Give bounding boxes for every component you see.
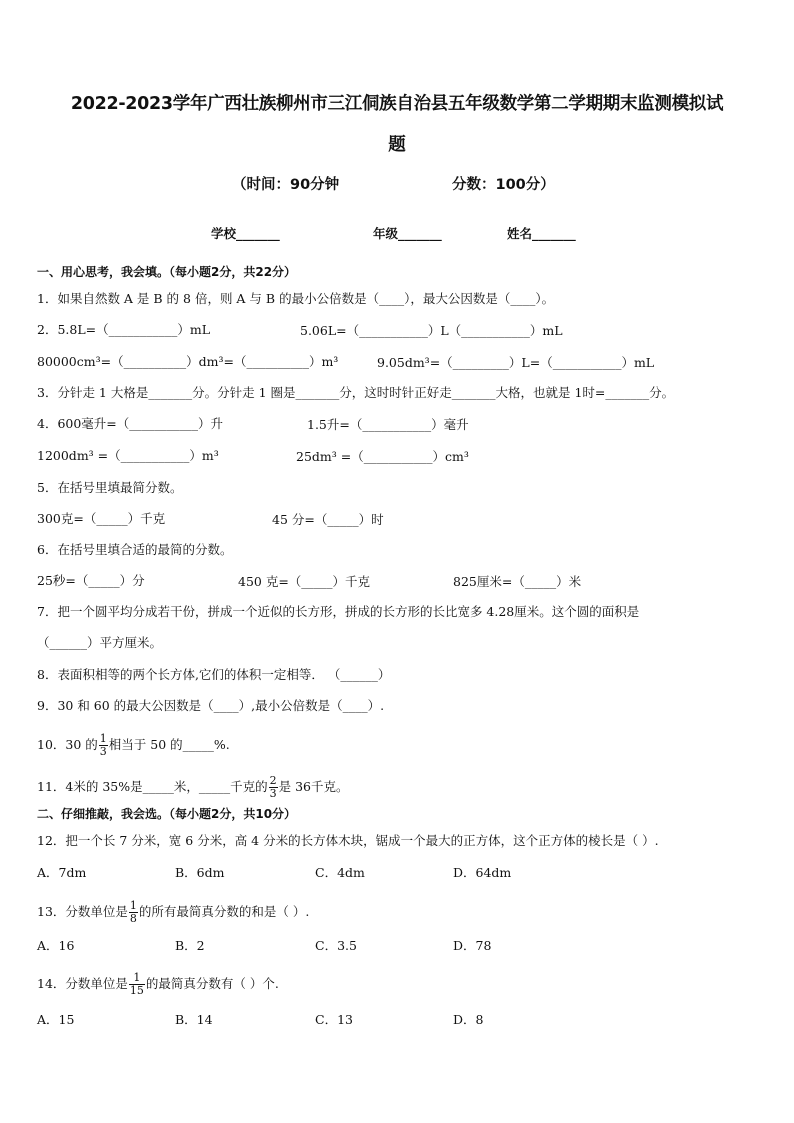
question-2b: 5.06L=（___________）L（___________）mL [300,323,563,338]
question-14-suffix: 的最简真分数有（ ）个. [145,976,279,991]
question-5b: 45 分=（_____）时 [272,512,384,527]
question-6b: 450 克=（_____）千克 [238,574,371,589]
question-10-suffix: 相当于 50 的_____%. [108,737,230,752]
fraction-numerator: 1 [129,899,137,912]
question-12: 12．把一个长 7 分米，宽 6 分米，高 4 分米的长方体木块，锯成一个最大的正方体，这个正方体的棱长是（ ）. [37,833,659,848]
question-13-option-c: C．3.5 [315,938,357,953]
question-5: 5．在括号里填最简分数。 [37,480,183,495]
fraction-denominator: 8 [129,912,137,925]
school-field: 学校_______ [211,226,280,241]
exam-title-line1: 2022-2023学年广西壮族柳州市三江侗族自治县五年级数学第二学期期末监测模拟试 [70,94,724,114]
section1-heading: 一、用心思考，我会填。（每小题2分，共22分） [37,265,297,279]
question-4b: 1.5升=（___________）毫升 [307,417,469,432]
question-2c: 80000cm³=（__________）dm³=（__________）m³ [37,354,339,369]
question-10-prefix: 10．30 的 [37,737,98,752]
question-13-prefix: 13．分数单位是 [37,904,128,919]
fraction-one-fifteenth [129,972,145,997]
question-3: 3．分针走 1 大格是_______分。分针走 1 圈是_______分，这时时针正好走_______大格，也就是 1时=_______分。 [37,385,675,400]
fraction-denominator: 15 [129,984,144,997]
name-field: 姓名_______ [507,226,576,241]
question-6: 6．在括号里填合适的最简的分数。 [37,542,233,557]
question-8: 8．表面积相等的两个长方体,它们的体积一定相等． （______） [37,667,391,682]
grade-field: 年级_______ [373,226,442,241]
question-14-option-b: B．14 [175,1012,213,1027]
question-14-option-a: A．15 [37,1012,75,1027]
question-14-option-d: D．8 [453,1012,484,1027]
question-13-suffix: 的所有最简真分数的和是（ ）. [138,904,310,919]
question-12-option-b: B．6dm [175,865,225,880]
section2-heading: 二、仔细推敲，我会选。（每小题2分，共10分） [37,807,297,821]
question-12-option-a: A．7dm [37,865,87,880]
question-14 [37,972,279,997]
exam-title-line2: 题 [388,135,406,155]
fraction-one-third [99,733,108,758]
question-2a: 2．5.8L=（___________）mL [37,322,211,337]
question-4c: 1200dm³ =（___________）m³ [37,448,219,463]
question-14-option-c: C．13 [315,1012,353,1027]
question-12-option-c: C．4dm [315,865,365,880]
question-1: 1．如果自然数 A 是 B 的 8 倍，则 A 与 B 的最小公倍数是（____），最大公因数是（____）。 [37,291,555,306]
question-11-prefix: 11．4米的 35%是_____米，_____千克的 [37,779,268,794]
fraction-numerator: 2 [269,774,277,787]
question-5a: 300克=（_____）千克 [37,511,166,526]
question-6a: 25秒=（_____）分 [37,573,145,588]
question-11 [37,775,349,800]
question-13-option-d: D．78 [453,938,492,953]
fraction-two-thirds [269,775,278,800]
exam-time: （时间：90分钟 [232,177,340,193]
question-6c: 825厘米=（_____）米 [453,574,582,589]
question-13-option-b: B．2 [175,938,205,953]
question-14-prefix: 14．分数单位是 [37,976,128,991]
question-4d: 25dm³ =（___________）cm³ [296,449,469,464]
question-13-option-a: A．16 [37,938,75,953]
fraction-one-eighth [129,900,138,925]
fraction-numerator: 1 [99,732,107,745]
question-7-line1: 7．把一个圆平均分成若干份，拼成一个近似的长方形，拼成的长方形的长比宽多 4.28厘米。这个圆的面积是 [37,604,640,619]
question-7-line2: （______）平方厘米。 [37,635,163,650]
question-2d: 9.05dm³=（_________）L=（___________）mL [377,355,655,370]
fraction-numerator: 1 [129,972,145,985]
fraction-denominator: 3 [99,745,107,758]
question-9: 9．30 和 60 的最大公因数是（____）,最小公倍数是（____）. [37,698,385,713]
question-12-option-d: D．64dm [453,865,512,880]
question-13 [37,900,309,925]
fraction-denominator: 3 [269,787,277,800]
question-11-suffix: 是 36千克。 [278,779,349,794]
exam-score: 分数：100分） [452,177,555,193]
question-4a: 4．600毫升=（___________）升 [37,416,224,431]
question-10 [37,733,230,758]
